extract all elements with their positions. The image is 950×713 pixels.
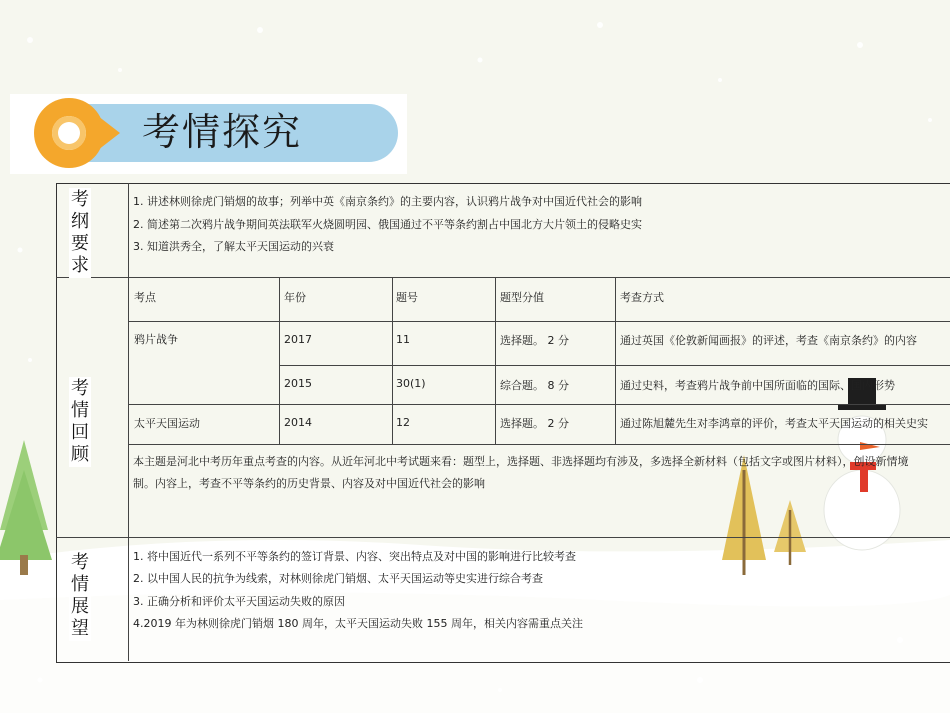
row-divider xyxy=(56,277,950,278)
outlook-item: 2. 以中国人民的抗争为线索，对林则徐虎门销烟、太平天国运动等史实进行综合考查 xyxy=(133,572,543,585)
table-cell-type: 选择题。 2 分 xyxy=(500,417,569,430)
review-summary-line: 制。内容上，考查不平等条约的历史背景、内容及对中国近代社会的影响 xyxy=(133,477,485,490)
column-divider xyxy=(128,183,129,661)
table-header-type: 题型分值 xyxy=(500,291,544,304)
table-cell-point: 太平天国运动 xyxy=(134,417,200,430)
table-cell-method: 通过史料，考查鸦片战争前中国所面临的国际、国内形势 xyxy=(620,379,895,392)
table-cell-number: 11 xyxy=(396,333,410,346)
row-divider xyxy=(56,537,950,538)
review-summary-line: 本主题是河北中考历年重点考查的内容。从近年河北中考试题来看：题型上，选择题、非选择题均有涉及，多选择全新材料（包括文字或图片材料），创设新情境 xyxy=(133,455,909,468)
table-cell-year: 2014 xyxy=(284,416,312,429)
table-cell-number: 30(1) xyxy=(396,377,426,390)
table-cell-number: 12 xyxy=(396,416,410,429)
section-label-outlook: 考情展望 xyxy=(71,552,89,639)
requirement-item: 1. 讲述林则徐虎门销烟的故事；列举中英《南京条约》的主要内容，认识鸦片战争对中国近代社会的影响 xyxy=(133,195,642,208)
table-cell-method: 通过陈旭麓先生对李鸿章的评价，考查太平天国运动的相关史实 xyxy=(620,417,928,430)
table-header-point: 考点 xyxy=(134,291,156,304)
outlook-item: 4.2019 年为林则徐虎门销烟 180 周年，太平天国运动失败 155 周年，相关内容需重点关注 xyxy=(133,617,583,630)
section-banner xyxy=(10,94,407,174)
table-header-year: 年份 xyxy=(284,291,306,304)
column-divider xyxy=(392,277,393,444)
table-cell-point: 鸦片战争 xyxy=(134,333,178,346)
table-cell-type: 综合题。 8 分 xyxy=(500,379,569,392)
table-cell-year: 2015 xyxy=(284,377,312,390)
row-divider xyxy=(128,444,950,445)
arrow-icon xyxy=(98,116,120,150)
table-header-number: 题号 xyxy=(396,291,418,304)
row-divider xyxy=(128,321,950,322)
target-icon xyxy=(34,98,104,168)
section-label-review: 考情回顾 xyxy=(71,378,89,465)
column-divider xyxy=(495,277,496,444)
section-label-requirements: 考纲要求 xyxy=(71,189,89,276)
row-divider xyxy=(128,404,950,405)
outlook-item: 1. 将中国近代一系列不平等条约的签订背景、内容、突出特点及对中国的影响进行比较考查 xyxy=(133,550,576,563)
table-cell-type: 选择题。 2 分 xyxy=(500,334,569,347)
banner-title: 考情探究 xyxy=(142,110,303,154)
column-divider xyxy=(615,277,616,444)
table-cell-method: 通过英国《伦敦新闻画报》的评述，考查《南京条约》的内容 xyxy=(620,334,917,347)
table-cell-year: 2017 xyxy=(284,333,312,346)
requirement-item: 2. 简述第二次鸦片战争期间英法联军火烧圆明园、俄国通过不平等条约割占中国北方大片领土的侵略史实 xyxy=(133,218,642,231)
column-divider xyxy=(279,277,280,444)
outlook-item: 3. 正确分析和评价太平天国运动失败的原因 xyxy=(133,595,345,608)
requirement-item: 3. 知道洪秀全，了解太平天国运动的兴衰 xyxy=(133,240,334,253)
table-header-method: 考查方式 xyxy=(620,291,664,304)
